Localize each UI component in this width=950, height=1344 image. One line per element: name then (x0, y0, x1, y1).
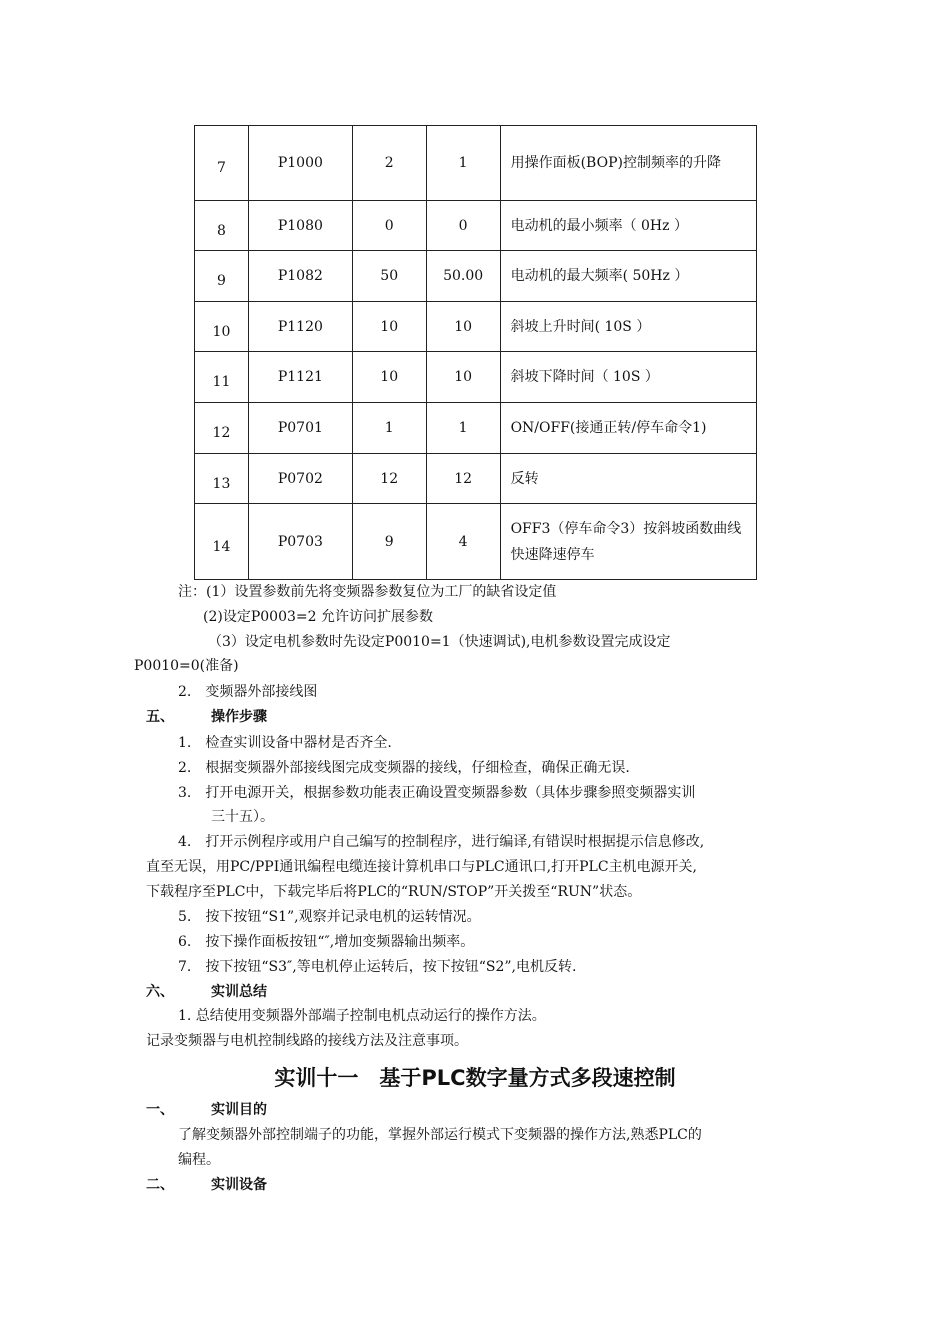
section-1-heading: 实训目的 (211, 1102, 267, 1118)
table-row (195, 403, 757, 454)
section-6-heading: 实训总结 (211, 984, 267, 1000)
cell-description: 斜坡上升时间( 10S ） (500, 302, 756, 352)
section-6-number: 六、 (146, 984, 174, 1000)
section-5-number: 五、 (146, 709, 174, 725)
chapter-title: 实训十一 基于PLC数字量方式多段速控制 (274, 1066, 676, 1090)
cell-set-value: 0 (426, 201, 500, 251)
cell-description: ON/OFF(接通正转/停车命令1) (500, 403, 756, 454)
cell-set-value: 1 (426, 403, 500, 454)
cell-parameter: P1082 (248, 251, 352, 302)
step-5: 5. 按下按钮“S1”,观察并记录电机的运转情况。 (178, 909, 481, 925)
cell-default-value: 9 (352, 504, 426, 580)
table-row (195, 504, 757, 580)
cell-default-value: 10 (352, 302, 426, 352)
table-row (195, 454, 757, 504)
cell-default-value: 2 (352, 126, 426, 201)
cell-parameter: P0701 (248, 403, 352, 454)
cell-description: 电动机的最小频率（ 0Hz ） (500, 201, 756, 251)
section-5-heading: 操作步骤 (211, 709, 267, 725)
objective-line-1: 了解变频器外部控制端子的功能，掌握外部运行模式下变频器的操作方法,熟悉PLC的 (178, 1127, 702, 1143)
step-4-line-1: 4. 打开示例程序或用户自己编写的控制程序，进行编译,有错误时根据提示信息修改, (178, 834, 705, 850)
note-1: 注：(1）设置参数前先将变频器参数复位为工厂的缺省设定值 (178, 584, 557, 600)
cell-set-value: 1 (426, 126, 500, 201)
summary-item-1: 1. 总结使用变频器外部端子控制电机点动运行的操作方法。 (178, 1008, 546, 1024)
cell-parameter: P1080 (248, 201, 352, 251)
cell-index: 11 (195, 352, 249, 403)
step-7: 7. 按下按钮“S3″,等电机停止运转后，按下按钮“S2”,电机反转. (178, 959, 577, 975)
cell-description: OFF3（停车命令3）按斜坡函数曲线快速降速停车 (500, 504, 756, 580)
cell-description: 反转 (500, 454, 756, 504)
cell-parameter: P1121 (248, 352, 352, 403)
step-1: 1. 检查实训设备中器材是否齐全. (178, 735, 392, 751)
step-2: 2. 根据变频器外部接线图完成变频器的接线，仔细检查，确保正确无误. (178, 760, 630, 776)
cell-default-value: 1 (352, 403, 426, 454)
cell-index: 12 (195, 403, 249, 454)
table-row (195, 302, 757, 352)
cell-index: 7 (195, 126, 249, 201)
step-3-line-2: 三十五）。 (211, 809, 274, 825)
section-1-number: 一、 (146, 1102, 174, 1118)
table-row (195, 126, 757, 201)
cell-set-value: 10 (426, 352, 500, 403)
cell-default-value: 10 (352, 352, 426, 403)
cell-index: 8 (195, 201, 249, 251)
parameter-table-body (195, 126, 757, 580)
cell-set-value: 4 (426, 504, 500, 580)
table-row (195, 352, 757, 403)
cell-default-value: 50 (352, 251, 426, 302)
cell-index: 9 (195, 251, 249, 302)
cell-parameter: P0702 (248, 454, 352, 504)
cell-set-value: 50.00 (426, 251, 500, 302)
parameter-table (194, 125, 757, 580)
cell-parameter: P1120 (248, 302, 352, 352)
objective-line-2: 编程。 (178, 1152, 220, 1168)
note-3-line-1: （3）设定电机参数时先设定P0010=1（快速调试),电机参数设置完成设定 (208, 634, 671, 650)
cell-index: 14 (195, 504, 249, 580)
cell-set-value: 12 (426, 454, 500, 504)
cell-index: 13 (195, 454, 249, 504)
section-2-heading: 实训设备 (211, 1177, 267, 1193)
item-2-wiring-diagram: 2. 变频器外部接线图 (178, 684, 318, 700)
note-3-line-2: P0010=0(准备) (134, 658, 239, 674)
cell-index: 10 (195, 302, 249, 352)
step-6: 6. 按下操作面板按钮“″,增加变频器输出频率。 (178, 934, 475, 950)
cell-set-value: 10 (426, 302, 500, 352)
step-4-line-3: 下载程序至PLC中，下载完毕后将PLC的“RUN/STOP”开关拨至“RUN”状态。 (146, 884, 642, 900)
cell-default-value: 0 (352, 201, 426, 251)
cell-default-value: 12 (352, 454, 426, 504)
section-2-number: 二、 (146, 1177, 174, 1193)
table-row (195, 251, 757, 302)
summary-item-2: 记录变频器与电机控制线路的接线方法及注意事项。 (146, 1033, 468, 1049)
table-row (195, 201, 757, 251)
cell-description: 用操作面板(BOP)控制频率的升降 (500, 126, 756, 201)
cell-parameter: P1000 (248, 126, 352, 201)
cell-description: 斜坡下降时间（ 10S ） (500, 352, 756, 403)
step-3-line-1: 3. 打开电源开关，根据参数功能表正确设置变频器参数（具体步骤参照变频器实训 (178, 785, 696, 801)
step-4-line-2: 直至无误，用PC/PPI通讯编程电缆连接计算机串口与PLC通讯口,打开PLC主机电源开关, (146, 859, 697, 875)
cell-description: 电动机的最大频率( 50Hz ） (500, 251, 756, 302)
note-2: (2)设定P0003=2 允许访问扩展参数 (203, 609, 433, 625)
cell-parameter: P0703 (248, 504, 352, 580)
